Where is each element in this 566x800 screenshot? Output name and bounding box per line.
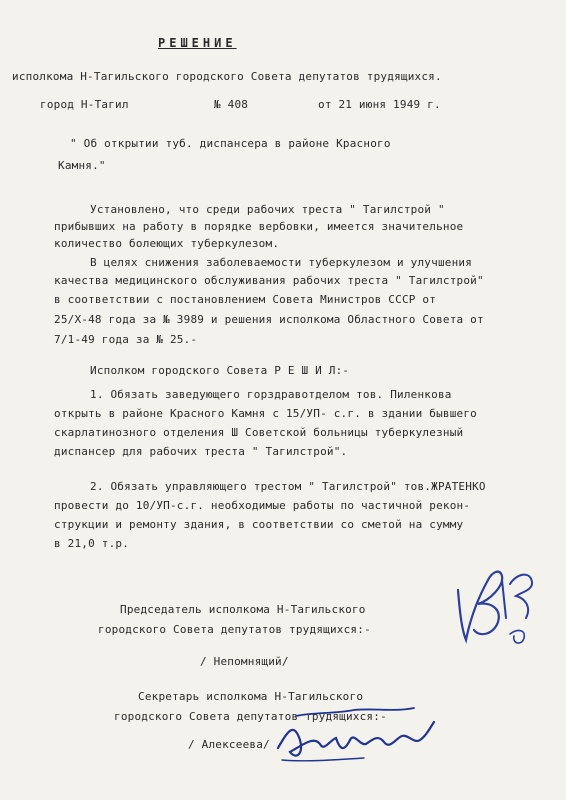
item-1-line: скарлатинозного отделения Ш Советской больницы туберкулезный bbox=[54, 426, 464, 439]
secretary-title-2: городского Совета депутатов трудящихся:- bbox=[114, 710, 387, 723]
item-2-line: провести до 10/УП-с.г. необходимые работы по частичной рекон- bbox=[54, 499, 471, 512]
chairman-signature bbox=[440, 560, 550, 655]
decided-heading: Исполком городского Совета Р Е Ш И Л:- bbox=[90, 364, 350, 377]
body-line: Установлено, что среди рабочих треста " Тагилстрой " bbox=[90, 203, 445, 216]
subject-line-2: Камня." bbox=[58, 159, 106, 172]
secretary-name: / Алексеева/ bbox=[188, 738, 270, 751]
item-2-line: в 21,0 т.р. bbox=[54, 537, 130, 550]
item-1-line: открыть в районе Красного Камня с 15/УП- с.г. в здании бывшего bbox=[54, 407, 477, 420]
city: город Н-Тагил bbox=[40, 98, 129, 111]
decision-date: от 21 июня 1949 г. bbox=[318, 98, 441, 111]
chairman-title-2: городского Совета депутатов трудящихся:- bbox=[98, 623, 371, 636]
item-1-line: 1. Обязать заведующего горздравотделом тов. Пиленкова bbox=[90, 388, 452, 401]
chairman-title-1: Председатель исполкома Н-Тагильского bbox=[120, 603, 366, 616]
body-line: количество болеющих туберкулезом. bbox=[54, 237, 280, 250]
subject-line-1: " Об открытии туб. диспансера в районе Красного bbox=[70, 137, 391, 150]
body-line: в соответствии с постановлением Совета Министров СССР от bbox=[54, 293, 437, 306]
decision-number: № 408 bbox=[214, 98, 249, 111]
body-line: 25/Х-48 года за № 3989 и решения исполкома Областного Совета от bbox=[54, 313, 484, 326]
body-line: В целях снижения заболеваемости туберкулезом и улучшения bbox=[90, 256, 473, 269]
chairman-name: / Непомнящий/ bbox=[200, 655, 289, 668]
document-title: РЕШЕНИЕ bbox=[158, 36, 237, 50]
body-line: прибывших на работу в порядке вербовки, имеется значительное bbox=[54, 220, 464, 233]
item-2-line: 2. Обязать управляющего трестом " Тагилстрой" тов.ЖРАТЕНКО bbox=[90, 480, 486, 493]
secretary-title-1: Секретарь исполкома Н-Тагильского bbox=[138, 690, 364, 703]
item-1-line: диспансер для рабочих треста " Тагилстрой". bbox=[54, 445, 348, 458]
body-line: 7/1-49 года за № 25.- bbox=[54, 333, 198, 346]
secretary-signature bbox=[274, 700, 444, 770]
issuing-body: исполкома Н-Тагильского городского Совета депутатов трудящихся. bbox=[12, 70, 442, 83]
item-2-line: струкции и ремонту здания, в соответствии со сметой на сумму bbox=[54, 518, 464, 531]
body-line: качества медицинского обслуживания рабочих треста " Тагилстрой" bbox=[54, 274, 484, 287]
